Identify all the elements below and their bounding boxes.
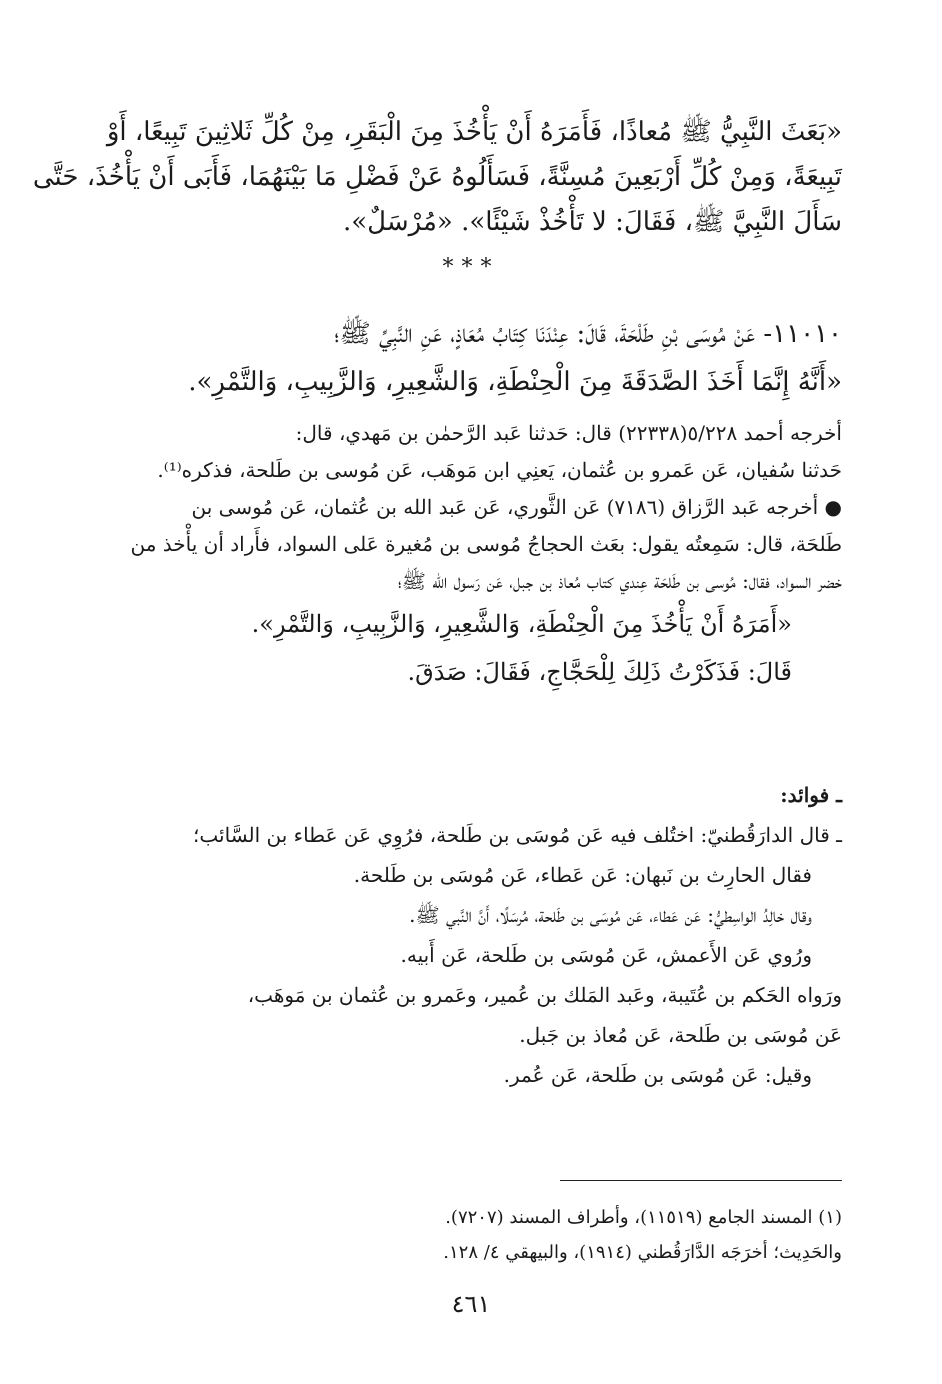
footnotes [200,1200,842,1270]
benefit-item: ـ قال الدارَقُطنيّ: اختُلف فيه عَن مُوسَى بن طَلحة، فرُوِي عَن عَطاء بن السَّائب؛ [193,823,842,847]
benefit-item: فقال الحارِث بن نَبهان: عَن عَطاء، عَن مُوسَى بن طَلحة. [353,863,812,887]
footnote-2: والحَدِيث؛ أخرَجَه الدَّارَقُطني (١٩١٤)، والبيهقي ٤/ ١٢٨. [443,1242,842,1263]
hadith-1-line: «بَعَثَ النَّبِيُّ ﷺ مُعاذًا، فَأَمَرَهُ أَنْ يَأْخُذَ مِنَ الْبَقَرِ، مِنْ كُلِّ ثَلاثِينَ تَبِيعًا، أَوْ [106,117,842,147]
benefit-item: وقال خالِدُ الواسِطيُّ: عَن عَطاء، عَن مُوسَى بن طَلحة، مُرسَلًا، أَنَّ النَّبي ﷺ. [409,903,812,927]
sources-section [100,415,842,696]
hadith-2-line: «أَنَّهُ إِنَّمَا أَخَذَ الصَّدَقَةَ مِنَ الْحِنْطَةِ، وَالشَّعِيرِ، وَالزَّبِيبِ، وَالتَّمْرِ». [188,367,842,397]
source-line: أخرجه أحمد ٥/٢٢٨(٢٢٣٣٨) قال: حَدثنا عَبد الرَّحمٰن بن مَهدي، قال: [295,421,842,445]
footnote-divider [560,1180,842,1181]
page-number: ٤٦١ [451,1290,491,1318]
benefit-item: ورُوي عَن الأَعمش، عَن مُوسَى بن طَلحة، عَن أَبيه. [400,943,812,967]
hadith-1-line: تَبِيعَةً، وَمِنْ كُلِّ أَرْبَعِينَ مُسِنَّةً، فَسَأَلُوهُ عَنْ فَضْلِ مَا بَيْنَهُمَا، فَأَبَى أَنْ يَأْخُذَ، حَتَّى [32,162,842,192]
source-line: ● أخرجه عَبد الرَّزاق (٧١٨٦) عَن الثَّوري، عَن عَبد الله بن عُثمان، عَن مُوسى بن [191,495,842,519]
benefits-heading: ـ فوائد: [780,783,842,807]
source-line: خضر السواد، فقال: مُوسى بن طَلحَة عِندي كتاب مُعاذ بن جبل، عَن رَسول الله ﷺ؛ [397,569,842,593]
benefit-line: عَن مُوسَى بن طَلحة، عَن مُعاذ بن جَبل. [519,1023,842,1047]
benefit-line: ورَواه الحَكم بن عُتَيبة، وعَبد المَلك بن عُمير، وعَمرو بن عُثمان بن مَوهَب، [247,983,842,1007]
source-line: حَدثنا سُفيان، عَن عَمرو بن عُثمان، يَعنِي ابن مَوهَب، عَن مُوسى بن طَلحة، فذكره⁽¹⁾. [157,458,842,482]
benefits-section [100,775,842,1095]
hadith-2-line: ١١٠١٠- عَنْ مُوسَى بْنِ طَلْحَةَ، قَالَ: عِنْدَنَا كِتَابُ مُعَاذٍ، عَنِ النَّبِيِّ ﷺ؛ [334,319,842,349]
quoted-hadith: «أَمَرَهُ أَنْ يَأْخُذَ مِنَ الْحِنْطَةِ، وَالشَّعِيرِ، وَالزَّبِيبِ، وَالتَّمْرِ». [251,610,792,638]
hadith-2 [100,310,842,406]
section-separator: *** [442,255,500,280]
source-line: طَلحَة، قال: سَمِعتُه يقول: بعَث الحجاجُ مُوسى بن مُغيرة عَلى السواد، فأَراد أن يأْخذ من [130,532,842,556]
benefit-line: وقيل: عَن مُوسَى بن طَلحة، عَن عُمر. [503,1063,812,1087]
footnote-1: (١) المسند الجامع (١١٥١٩)، وأطراف المسند (٧٢٠٧). [445,1207,842,1228]
hadith-1 [32,110,842,245]
hadith-1-line: سَأَلَ النَّبِيَّ ﷺ، فَقَالَ: لا تَأْخُذْ شَيْئًا». «مُرْسَلٌ». [342,207,842,237]
quoted-statement: قَالَ: فَذَكَرْتُ ذَلِكَ لِلْحَجَّاجِ، فَقَالَ: صَدَقَ. [407,658,792,686]
